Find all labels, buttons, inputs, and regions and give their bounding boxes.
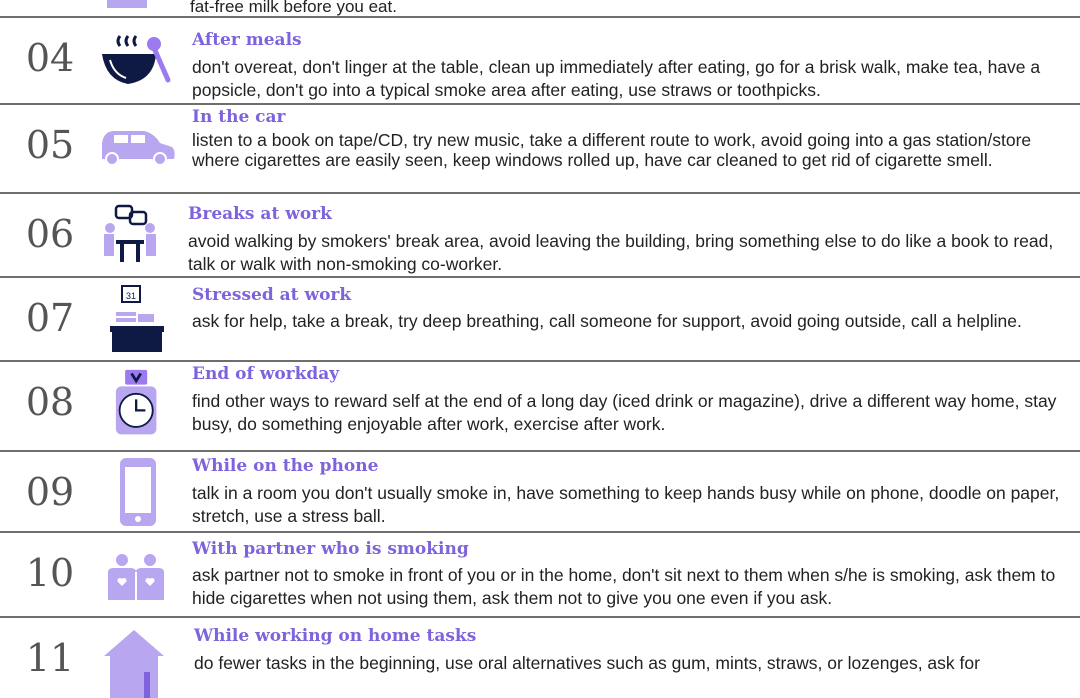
row-number: 04 [25,36,75,80]
row-number: 06 [25,212,75,256]
row-text: ask for help, take a break, try deep breathing, call someone for support, avoid going outside, call a helpline. [192,311,1022,331]
divider [0,360,1080,362]
row-title: In the car [192,107,286,127]
row-title: While on the phone [192,456,379,476]
divider [0,276,1080,278]
row-number: 09 [25,470,75,514]
row-number: 07 [25,296,75,340]
phone-icon [98,458,178,528]
row-title: With partner who is smoking [192,539,469,559]
row-number: 08 [25,380,75,424]
couple-icon [98,545,178,615]
divider [0,103,1080,105]
bowl-spoon-icon [98,28,178,98]
desk-calendar-icon [98,284,178,354]
svg-text:31: 31 [125,291,137,301]
row-title: While working on home tasks [194,626,477,646]
car-icon [98,115,178,185]
previous-row-text: fat-free milk before you eat. [190,0,397,16]
row-text: avoid walking by smokers' break area, avoid leaving the building, bring something else to do like a book to read, talk or walk with non-smoking co-worker. [188,231,1054,274]
row-text: don't overeat, don't linger at the table, clean up immediately after eating, go for a brisk walk, make tea, have a popsicle, don't go into a typical smoke area after eating, use straws or toothpicks. [192,57,1041,100]
row-number: 05 [25,123,75,167]
divider [0,450,1080,452]
coworkers-chat-icon [98,202,178,272]
row-number: 10 [25,551,75,595]
row-text: talk in a room you don't usually smoke in, have something to keep hands busy while on phone, doodle on paper, stretch, use a stress ball. [192,483,1060,526]
clock-icon [98,368,178,438]
previous-row-icon [107,0,147,8]
row-text: find other ways to reward self at the end of a long day (iced drink or magazine), drive a different way home, stay busy, do something enjoyable after work, exercise after work. [192,391,1057,434]
divider [0,531,1080,533]
row-title: End of workday [192,364,340,384]
divider [0,192,1080,194]
row-number: 11 [25,636,75,680]
divider [0,16,1080,18]
row-text: listen to a book on tape/CD, try new music, take a different route to work, avoid going into a gas station/store where cigarettes are easily seen, keep windows rolled up, have car cleaned to get rid of cigarette smell. [192,130,1032,170]
row-title: Breaks at work [188,204,332,224]
row-title: Stressed at work [192,285,352,305]
row-text: ask partner not to smoke in front of you or in the home, don't sit next to them when s/he is smoking, ask them to hide cigarettes when not using them, ask them not to give you one even if you ask. [192,565,1056,608]
house-icon [98,628,178,698]
row-title: After meals [192,30,302,50]
row-text: do fewer tasks in the beginning, use oral alternatives such as gum, mints, straws, or lozenges, ask for [194,653,980,673]
divider [0,616,1080,618]
